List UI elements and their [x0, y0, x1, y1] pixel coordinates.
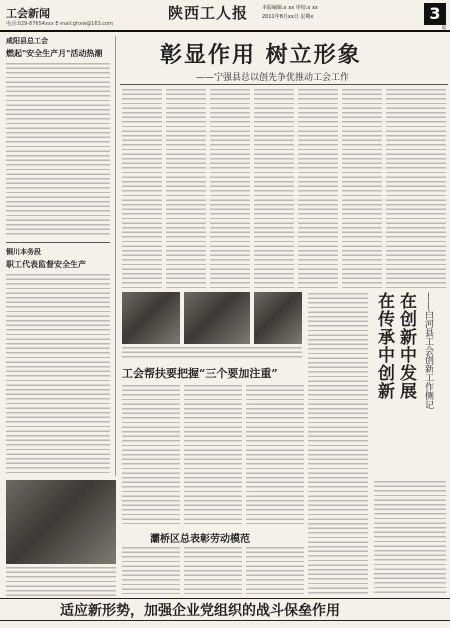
page-label: 版	[442, 25, 446, 30]
lead-body-col-6	[342, 88, 382, 288]
lead-body-col-3	[210, 88, 250, 288]
lead-rule	[120, 84, 448, 85]
lead-body-col-1	[122, 88, 162, 288]
masthead	[0, 0, 450, 32]
lead-body-col-5	[298, 88, 338, 288]
rail-article-body-2	[6, 273, 110, 473]
photo-captions	[122, 346, 302, 358]
lead-body-col-7	[386, 88, 446, 288]
issue-date: 2011年8月xx日 星期x	[262, 14, 314, 20]
photo-1	[122, 292, 180, 344]
paper-title: 陕西工人报	[168, 4, 249, 22]
right-vertical-title-2: 在创新中发展	[396, 292, 416, 400]
left-photo-caption	[6, 566, 116, 596]
right-body-col-1	[308, 292, 368, 594]
rail-column-head-2: 铜川本务段	[6, 248, 41, 256]
photo-2	[184, 292, 250, 344]
middle-body-col-1	[122, 384, 180, 524]
middle-body-col-3	[246, 384, 304, 524]
middle2-body-col-1	[122, 546, 180, 594]
lead-headline: 彰显作用 树立形象	[160, 42, 362, 68]
footer-rule-top	[0, 598, 450, 599]
left-rail	[6, 36, 116, 476]
middle2-body-col-2	[184, 546, 242, 594]
right-vertical-subhead: ——白河县工会创新工作侧记	[423, 292, 433, 409]
footer-rule-bottom	[0, 620, 450, 621]
middle-section-title: 工会帮扶要把握“三个要加注重”	[122, 367, 278, 380]
issue-info	[262, 4, 412, 22]
photo-3	[254, 292, 302, 344]
rail-article-title: 燃起"安全生产月"活动热潮	[6, 48, 103, 58]
right-vertical-title-1: 在传承中创新	[374, 292, 394, 400]
lead-body-col-2	[166, 88, 206, 288]
contact-line: 电话:029-87654xxx E-mail:ghxw@163.com	[6, 21, 113, 27]
rail-column-head: 咸阳县总工会	[6, 37, 48, 45]
middle-section-title-2: 灞桥区总表彰劳动模范	[150, 534, 250, 545]
page-number-badge: 3	[424, 3, 446, 25]
middle-body-col-2	[184, 384, 242, 524]
lead-body-col-4	[254, 88, 294, 288]
rail-article-title-2: 职工代表监督安全生产	[6, 259, 86, 269]
left-photo	[6, 480, 116, 564]
right-body-col-2	[374, 480, 446, 594]
rail-divider	[6, 242, 110, 243]
lead-subhead: ——宁强县总以创先争优推动工会工作	[196, 73, 350, 83]
rail-article-body	[6, 62, 110, 238]
editor-line: 本版编辑:x xx 审校:x xx	[262, 5, 318, 11]
footer-headline: 适应新形势，加强企业党组织的战斗保垒作用	[60, 603, 340, 619]
middle2-body-col-3	[246, 546, 304, 594]
section-tag: 工会新闻	[6, 7, 50, 20]
